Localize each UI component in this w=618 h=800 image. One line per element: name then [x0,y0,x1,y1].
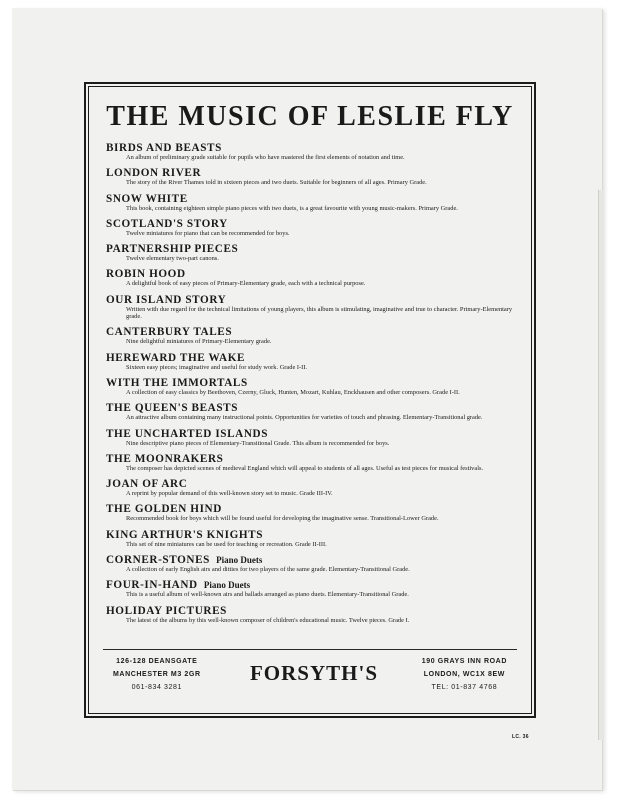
catalogue-entry [106,243,519,262]
entry-title-text: THE UNCHARTED ISLANDS [106,427,269,440]
address-line: 126-128 DEANSGATE [116,658,198,665]
catalogue-entry [106,294,519,321]
entry-title [106,529,519,541]
entry-title-text: THE MOONRAKERS [106,452,224,465]
address-line: MANCHESTER M3 2GR [113,671,201,678]
manchester-address [113,655,201,694]
catalogue-entry [106,402,519,421]
entry-description: The latest of the albums by this well-known composer of children's educational music. Twelve pieces. Grade I. [126,616,410,624]
entry-title-text: THE GOLDEN HIND [106,503,222,516]
entry-title-text: CORNER-STONES [106,554,210,567]
entry-description: An attractive album containing many instructional points. Opportunities for varieties of touch and phrasing. Elementary-Transitional grade. [126,414,483,422]
entry-title-text: OUR ISLAND STORY [106,293,227,306]
entry-title [106,268,519,280]
catalogue-entry [106,605,519,624]
catalogue-entry [106,218,519,237]
entry-list [106,142,519,630]
entry-title-text: SCOTLAND'S STORY [106,217,228,230]
entry-title-text: ROBIN HOOD [106,268,186,281]
entry-title [106,453,519,465]
catalogue-entry [106,377,519,396]
page-edge [598,190,604,740]
catalogue-entry [106,554,519,573]
entry-title [106,402,519,414]
entry-description: An album of preliminary grade suitable for pupils who have mastered the first elements of notation and time. [126,154,405,161]
catalogue-entry [106,352,519,371]
entry-title-text: SNOW WHITE [106,192,188,205]
footer-divider [103,649,517,650]
catalogue-entry [106,193,519,212]
entry-title [106,428,519,440]
entry-title-text: JOAN OF ARC [106,478,188,491]
entry-title [106,218,519,230]
address-line: LONDON, WC1X 8EW [423,671,505,678]
entry-description: A collection of easy classics by Beethoven, Czerny, Gluck, Hunten, Mozart, Kuhlau, Enckhausen and other composers. Grade I-II. [126,388,460,396]
publisher-name: FORSYTH'S [249,661,379,685]
catalogue-entry [106,478,519,497]
phone-number: TEL: 01-837 4768 [431,684,498,691]
page-title: THE MUSIC OF LESLIE FLY [106,101,514,132]
catalogue-entry [106,453,519,472]
entry-title-text: FOUR-IN-HAND [106,579,198,592]
entry-title [106,503,519,515]
entry-title [106,377,519,389]
entry-description: A collection of early English airs and ditties for two players of the same grade. Elementary-Transitional Grade. [126,566,410,574]
entry-description: This is a useful album of well-known airs and ballads arranged as piano duets. Elementary-Transitional Grade. [126,591,409,599]
entry-title-text: WITH THE IMMORTALS [106,376,248,389]
entry-title [106,554,519,566]
catalogue-entry [106,167,519,186]
entry-title [106,142,519,154]
entry-description: Twelve miniatures for piano that can be recommended for boys. [126,229,290,237]
catalogue-code: LC. 36 [512,734,529,740]
catalogue-entry [106,579,519,598]
address-line: 190 GRAYS INN ROAD [421,658,507,665]
entry-description: This set of nine miniatures can be used for teaching or recreation. Grade II-III. [126,540,327,548]
entry-title-text: PARTNERSHIP PIECES [106,243,239,256]
entry-title-text: BIRDS AND BEASTS [106,142,222,154]
entry-description: Nine delightful miniatures of Primary-Elementary grade. [126,338,272,346]
entry-title-text: HOLIDAY PICTURES [106,604,227,617]
entry-title-text: CANTERBURY TALES [106,326,233,339]
catalogue-entry [106,326,519,345]
entry-title [106,193,519,205]
entry-description: Nine descriptive piano pieces of Elementary-Transitional Grade. This album is recommended for boys. [126,439,390,447]
catalogue-entry [106,503,519,522]
entry-title-text: HEREWARD THE WAKE [106,351,246,364]
entry-title [106,326,519,338]
catalogue-entry [106,529,519,548]
entry-title [106,243,519,255]
entry-subtitle: Piano Duets [216,555,263,566]
catalogue-entry [106,142,519,161]
entry-description: The composer has depicted scenes of medieval England which will appeal to students of all ages. Useful as test pieces for musical festivals. [126,464,484,472]
entry-title [106,294,519,306]
entry-title [106,478,519,490]
phone-number: 061-834 3281 [131,684,183,691]
entry-description: This book, containing eighteen simple piano pieces with two duets, is a great favourite with young music-makers. Primary Grade. [126,204,458,212]
entry-title [106,352,519,364]
catalogue-entry [106,428,519,447]
entry-description: Recommended book for boys which will be found useful for developing the imaginative sense. Transitional-Lower Grade. [126,515,439,523]
entry-title-text: THE QUEEN'S BEASTS [106,402,239,415]
entry-description: Sixteen easy pieces; imaginative and useful for study work. Grade I-II. [126,363,308,371]
catalogue-frame [84,82,536,718]
entry-title [106,605,519,617]
entry-title [106,579,519,591]
entry-subtitle: Piano Duets [203,580,251,591]
entry-title [106,167,519,179]
entry-title-text: KING ARTHUR'S KNIGHTS [106,528,264,541]
catalogue-inner-frame [88,86,532,714]
entry-description: Twelve elementary two-part canons. [126,255,219,263]
entry-title-text: LONDON RIVER [106,167,202,180]
entry-description: A delightful book of easy pieces of Primary-Elementary grade, each with a technical purpose. [126,280,366,288]
entry-description: A reprint by popular demand of this well-known story set to music. Grade III-IV. [126,490,333,498]
entry-description: The story of the River Thames told in sixteen pieces and two duets. Suitable for beginners of all ages. Primary Grade. [126,179,427,187]
entry-description: Written with due regard for the technical limitations of young players, this album is stimulating, imaginative and true to character. Primary-Elementary grade. [126,305,513,321]
london-address [422,655,507,694]
catalogue-entry [106,268,519,287]
